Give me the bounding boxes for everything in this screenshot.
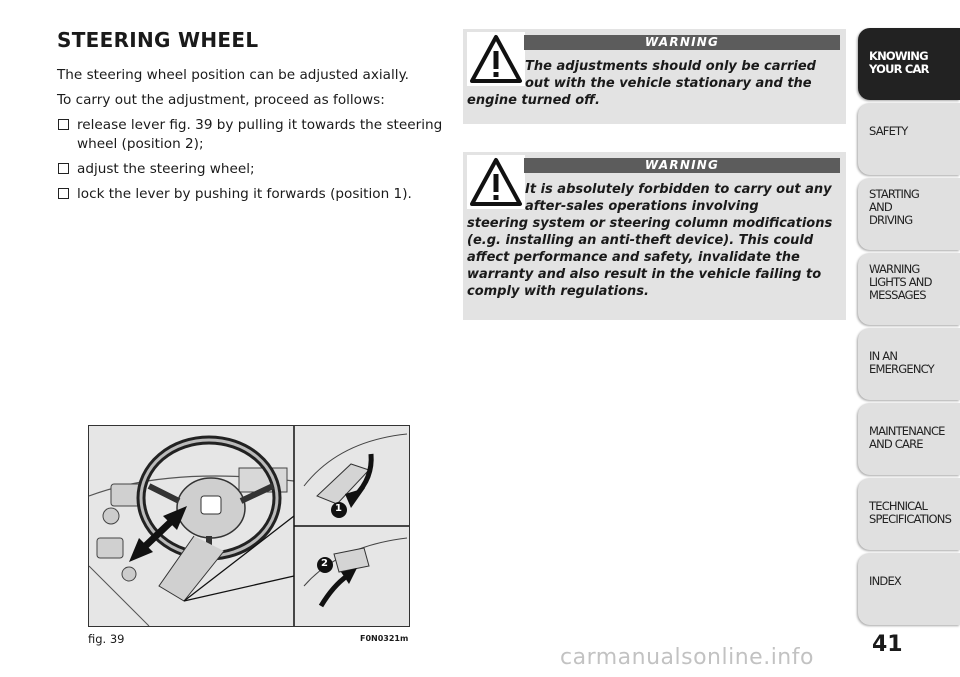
tab-index[interactable] <box>858 553 960 625</box>
procedure-intro: To carry out the adjustment, proceed as follows: <box>57 92 385 108</box>
warning-header: WARNING <box>524 158 840 173</box>
checkbox-bullet-icon <box>58 188 69 199</box>
tab-label: IN AN EMERGENCY <box>869 349 934 376</box>
list-item: adjust the steering wheel; <box>57 160 447 179</box>
checkbox-bullet-icon <box>58 163 69 174</box>
tab-label: TECHNICAL SPECIFICATIONS <box>869 499 952 526</box>
tab-label: MAINTENANCE AND CARE <box>869 424 945 451</box>
tab-label: STARTING AND DRIVING <box>869 187 919 227</box>
steps-list <box>57 116 447 204</box>
tab-starting-and-driving[interactable] <box>858 178 960 250</box>
warning-box-2 <box>463 152 846 320</box>
tab-maintenance[interactable] <box>858 403 960 475</box>
body-text <box>57 66 447 210</box>
position-2-label: 2 <box>321 558 328 569</box>
tab-label: INDEX <box>869 574 901 588</box>
tab-safety[interactable] <box>858 103 960 175</box>
warning-text: The adjustments should only be carried out with the vehicle stationary and the engine turned off. <box>467 59 816 108</box>
intro-paragraph: The steering wheel position can be adjusted axially. <box>57 67 409 83</box>
tab-knowing-your-car[interactable] <box>858 28 960 100</box>
list-item: lock the lever by pushing it forwards (position 1). <box>57 185 447 204</box>
steering-wheel-illustration <box>89 426 409 626</box>
tab-label: KNOWING YOUR CAR <box>869 49 929 76</box>
figure-caption: fig. 39 <box>88 632 125 646</box>
warning-text: It is absolutely forbidden to carry out any after-sales operations involving steering system or steering column modifications (e.g. installing an anti-theft device). This could affect performance and safety, invalidate the warranty and also result in the vehicle failing to comply with regulations. <box>467 182 833 299</box>
checkbox-bullet-icon <box>58 119 69 130</box>
tab-in-an-emergency[interactable] <box>858 328 960 400</box>
warning-box-1 <box>463 29 846 124</box>
figure-steering-wheel <box>88 425 410 627</box>
chapter-sidebar <box>858 28 960 628</box>
watermark: carmanualsonline.info <box>560 645 814 670</box>
list-item: release lever fig. 39 by pulling it towards the steering wheel (position 2); <box>57 116 447 154</box>
warning-header: WARNING <box>524 35 840 50</box>
position-1-label: 1 <box>335 503 342 514</box>
tab-label: SAFETY <box>869 124 908 138</box>
tab-label: WARNING LIGHTS AND MESSAGES <box>869 262 932 302</box>
tab-technical-specifications[interactable] <box>858 478 960 550</box>
figure-code: F0N0321m <box>360 634 409 643</box>
page-number: 41 <box>872 632 903 657</box>
section-title: STEERING WHEEL <box>57 28 259 52</box>
tab-warning-lights[interactable] <box>858 253 960 325</box>
